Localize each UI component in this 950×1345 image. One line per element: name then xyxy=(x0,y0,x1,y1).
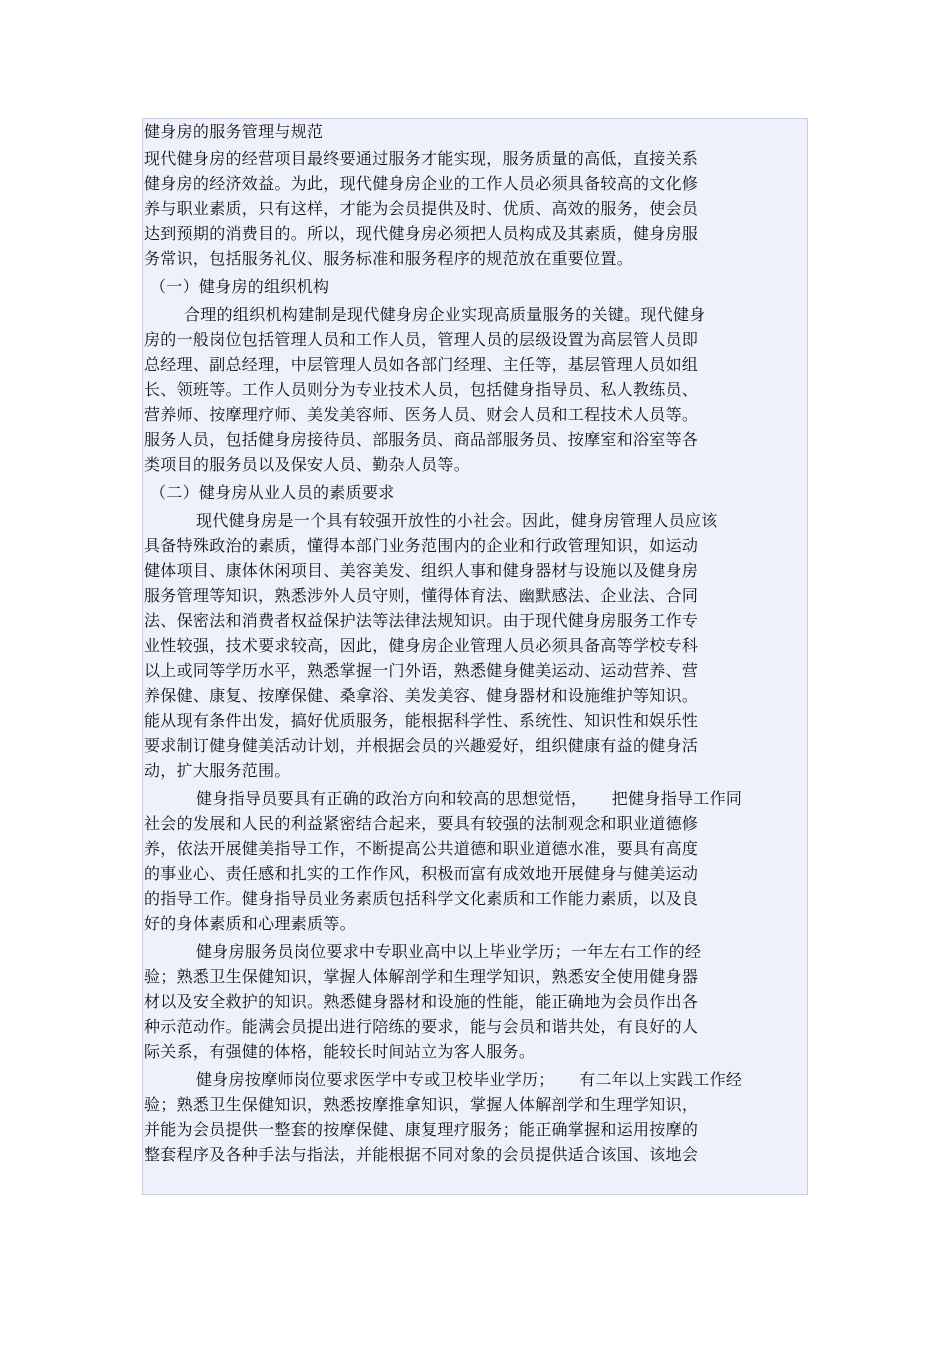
paragraph xyxy=(144,939,808,1064)
text-line: 并能为会员提供一整套的按摩保健、康复理疗服务；能正确掌握和运用按摩的 xyxy=(144,1120,699,1139)
section-heading: （二）健身房从业人员的素质要求 xyxy=(150,483,395,502)
text-line: 社会的发展和人民的利益紧密结合起来，要具有较强的法制观念和职业道德修 xyxy=(144,814,699,833)
text-line: 动，扩大服务范围。 xyxy=(144,761,291,780)
text-line: 长、领班等。工作人员则分为专业技术人员，包括健身指导员、私人教练员、 xyxy=(144,380,699,399)
text-line: 的指导工作。健身指导员业务素质包括科学文化素质和工作能力素质，以及良 xyxy=(144,889,699,908)
paragraph xyxy=(144,1067,808,1167)
paragraph xyxy=(144,302,808,477)
text-line: 总经理、副总经理，中层管理人员如各部门经理、主任等，基层管理人员如组 xyxy=(144,355,699,374)
text-line: 服务人员，包括健身房接待员、部服务员、商品部服务员、按摩室和浴室等各 xyxy=(144,430,699,449)
text-line: 服务管理等知识，熟悉涉外人员守则，懂得体育法、幽默感法、企业法、合同 xyxy=(144,586,699,605)
text-line: 以上或同等学历水平，熟悉掌握一门外语，熟悉健身健美运动、运动营养、营 xyxy=(144,661,699,680)
document-title: 健身房的服务管理与规范 xyxy=(144,122,324,141)
text-line: 整套程序及各种手法与指法，并能根据不同对象的会员提供适合该国、该地会 xyxy=(144,1145,699,1164)
text-line: 养保健、康复、按摩保健、桑拿浴、美发美容、健身器材和设施维护等知识。 xyxy=(144,686,699,705)
text-line: 房的一般岗位包括管理人员和工作人员，管理人员的层级设置为高层管人员即 xyxy=(144,330,699,349)
text-line: 健体项目、康体休闲项目、美容美发、组织人事和健身器材与设施以及健身房 xyxy=(144,561,699,580)
document-body xyxy=(144,119,808,1170)
text-line: 类项目的服务员以及保安人员、勤杂人员等。 xyxy=(144,455,471,474)
text-line: 健身指导员要具有正确的政治方向和较高的思想觉悟， 把健身指导工作同 xyxy=(196,789,743,808)
text-line: 的事业心、责任感和扎实的工作作风，积极而富有成效地开展健身与健美运动 xyxy=(144,864,699,883)
text-line: 要求制订健身健美活动计划，并根据会员的兴趣爱好，组织健康有益的健身活 xyxy=(144,736,699,755)
text-line: 现代健身房的经营项目最终要通过服务才能实现，服务质量的高低，直接关系 xyxy=(144,149,699,168)
text-line: 健身房服务员岗位要求中专职业高中以上毕业学历；一年左右工作的经 xyxy=(196,942,702,961)
text-line: 达到预期的消费目的。所以，现代健身房必须把人员构成及其素质，健身房服 xyxy=(144,224,699,243)
text-line: 业性较强，技术要求较高，因此，健身房企业管理人员必须具备高等学校专科 xyxy=(144,636,699,655)
text-line: 际关系，有强健的体格，能较长时间站立为客人服务。 xyxy=(144,1042,536,1061)
paragraph xyxy=(144,508,808,783)
text-line: 法、保密法和消费者权益保护法等法律法规知识。由于现代健身房服务工作专 xyxy=(144,611,699,630)
paragraph xyxy=(144,786,808,936)
text-line: 养与职业素质，只有这样，才能为会员提供及时、优质、高效的服务，使会员 xyxy=(144,199,699,218)
text-line: 验；熟悉卫生保健知识，熟悉按摩推拿知识，掌握人体解剖学和生理学知识， xyxy=(144,1095,699,1114)
text-line: 健身房按摩师岗位要求医学中专或卫校毕业学历； 有二年以上实践工作经 xyxy=(196,1070,743,1089)
text-line: 材以及安全救护的知识。熟悉健身器材和设施的性能，能正确地为会员作出各 xyxy=(144,992,699,1011)
document-sections xyxy=(144,146,808,1167)
text-line: 种示范动作。能满会员提出进行陪练的要求，能与会员和谐共处，有良好的人 xyxy=(144,1017,699,1036)
text-line: 营养师、按摩理疗师、美发美容师、医务人员、财会人员和工程技术人员等。 xyxy=(144,405,699,424)
text-line: 养，依法开展健美指导工作，不断提高公共道德和职业道德水准，要具有高度 xyxy=(144,839,699,858)
text-line: 现代健身房是一个具有较强开放性的小社会。因此，健身房管理人员应该 xyxy=(196,511,718,530)
section-heading: （一）健身房的组织机构 xyxy=(150,277,330,296)
text-line: 具备特殊政治的素质，懂得本部门业务范围内的企业和行政管理知识，如运动 xyxy=(144,536,699,555)
text-line: 合理的组织机构建制是现代健身房企业实现高质量服务的关键。现代健身 xyxy=(184,305,706,324)
text-line: 健身房的经济效益。为此，现代健身房企业的工作人员必须具备较高的文化修 xyxy=(144,174,699,193)
paragraph xyxy=(144,146,808,271)
text-line: 务常识，包括服务礼仪、服务标准和服务程序的规范放在重要位置。 xyxy=(144,249,634,268)
text-line: 验；熟悉卫生保健知识，掌握人体解剖学和生理学知识，熟悉安全使用健身器 xyxy=(144,967,699,986)
text-line: 能从现有条件出发，搞好优质服务，能根据科学性、系统性、知识性和娱乐性 xyxy=(144,711,699,730)
text-line: 好的身体素质和心理素质等。 xyxy=(144,914,356,933)
